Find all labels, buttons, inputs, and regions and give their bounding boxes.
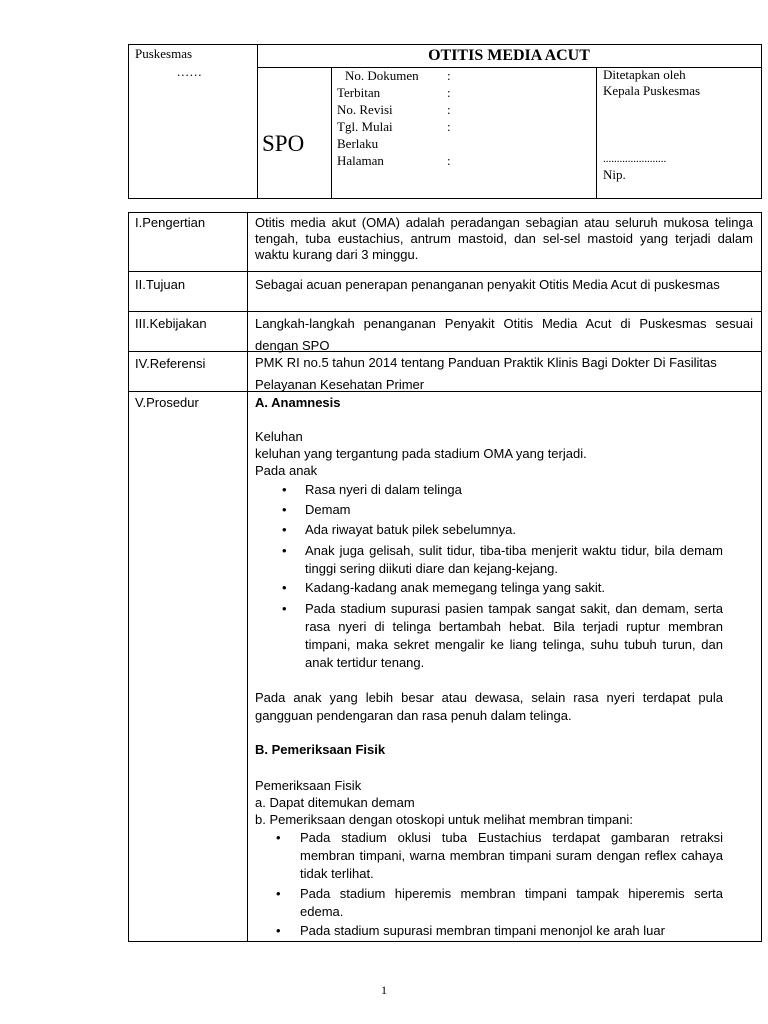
- item-b: b. Pemeriksaan dengan otoskopi untuk melihat membran timpani:: [255, 812, 633, 827]
- keluhan-label: Keluhan: [255, 429, 303, 444]
- pada-anak-label: Pada anak: [255, 463, 318, 478]
- row-divider: [129, 311, 761, 312]
- kepala-label: Kepala Puskesmas: [603, 83, 701, 98]
- field-berlaku: Berlaku: [337, 136, 379, 151]
- list-item: Kadang-kadang anak memegang telinga yang sakit.: [305, 580, 605, 595]
- field-sep: :: [447, 68, 451, 83]
- list-item: Demam: [305, 502, 351, 517]
- document-title: OTITIS MEDIA ACUT: [428, 47, 590, 64]
- signature-dots: .......................: [603, 153, 667, 165]
- list-item: Pada stadium supurasi membran timpani menonjol ke arah luar: [300, 923, 665, 938]
- heading-pemeriksaan-fisik: B. Pemeriksaan Fisik: [255, 742, 386, 757]
- item-a: a. Dapat ditemukan demam: [255, 795, 415, 810]
- bullet-icon: •: [276, 830, 281, 845]
- field-tgl-mulai: Tgl. Mulai: [337, 119, 393, 134]
- column-divider: [247, 213, 248, 941]
- spo-label: SPO: [262, 131, 305, 156]
- section-text-referensi: PMK RI no.5 tahun 2014 tentang Panduan Praktik Klinis Bagi Dokter Di Fasilitas Pelayanan Kesehatan Primer: [255, 355, 717, 392]
- ditetapkan-label: Ditetapkan oleh: [603, 67, 686, 82]
- section-text-pengertian: Otitis media akut (OMA) adalah peradangan sebagian atau seluruh mukosa telinga tengah, tuba eustachius, antrum mastoid, dan sel-sel mastoid yang terjadi dalam waktu kurang dari 3 minggu.: [255, 215, 753, 262]
- section-text-tujuan: Sebagai acuan penerapan penanganan penyakit Otitis Media Acut di puskesmas: [255, 277, 720, 292]
- field-sep: :: [447, 153, 451, 168]
- field-terbitan: Terbitan: [337, 85, 381, 100]
- list-item: Pada stadium supurasi pasien tampak sangat sakit, dan demam, serta rasa nyeri di telinga bertambah hebat. Bila terjadi ruptur membran timpani, maka sekret mengalir ke liang telinga, suhu tubuh turun, dan anak tertidur tenang.: [305, 601, 723, 670]
- bullet-icon: •: [282, 502, 287, 517]
- list-item: Anak juga gelisah, sulit tidur, tiba-tiba menjerit waktu tidur, bila demam tinggi sering diikuti diare dan kejang-kejang.: [305, 543, 723, 576]
- dewasa-text: Pada anak yang lebih besar atau dewasa, selain rasa nyeri terdapat pula gangguan pendengaran dan rasa penuh dalam telinga.: [255, 690, 723, 723]
- list-item: Pada stadium hiperemis membran timpani tampak hiperemis serta edema.: [300, 886, 723, 919]
- bullet-icon: •: [282, 543, 287, 558]
- section-label-tujuan: II.Tujuan: [135, 277, 186, 292]
- puskesmas-dots: ......: [177, 64, 203, 79]
- bullet-icon: •: [276, 923, 281, 938]
- section-label-referensi: IV.Referensi: [135, 356, 206, 371]
- bullet-icon: •: [282, 482, 287, 497]
- section-text-kebijakan: Langkah-langkah penanganan Penyakit Otitis Media Acut di Puskesmas sesuai dengan SPO: [255, 316, 753, 353]
- header-divider: [331, 67, 332, 198]
- bullet-icon: •: [276, 886, 281, 901]
- field-no-dokumen: No. Dokumen: [345, 68, 419, 83]
- header-divider: [596, 67, 597, 198]
- bullet-icon: •: [282, 522, 287, 537]
- list-item: Ada riwayat batuk pilek sebelumnya.: [305, 522, 517, 537]
- nip-label: Nip.: [603, 167, 626, 182]
- section-label-kebijakan: III.Kebijakan: [135, 316, 207, 331]
- heading-anamnesis: A. Anamnesis: [255, 395, 341, 410]
- pemeriksaan-fisik-label: Pemeriksaan Fisik: [255, 778, 362, 793]
- page-number: 1: [381, 983, 387, 997]
- field-no-revisi: No. Revisi: [337, 102, 393, 117]
- field-sep: :: [447, 102, 451, 117]
- header-table: [128, 44, 762, 199]
- content-table: [128, 212, 762, 942]
- puskesmas-label: Puskesmas: [135, 46, 193, 61]
- list-item: Rasa nyeri di dalam telinga: [305, 482, 462, 497]
- field-sep: :: [447, 119, 451, 134]
- section-label-prosedur: V.Prosedur: [135, 395, 199, 410]
- bullet-icon: •: [282, 601, 287, 616]
- field-sep: :: [447, 85, 451, 100]
- row-divider: [129, 271, 761, 272]
- bullet-icon: •: [282, 580, 287, 595]
- list-item: Pada stadium oklusi tuba Eustachius terdapat gambaran retraksi membran timpani, warna membran timpani suram dengan reflex cahaya tidak terlihat.: [300, 830, 723, 881]
- field-halaman: Halaman: [337, 153, 384, 168]
- section-label-pengertian: I.Pengertian: [135, 215, 206, 230]
- keluhan-text: keluhan yang tergantung pada stadium OMA yang terjadi.: [255, 446, 587, 461]
